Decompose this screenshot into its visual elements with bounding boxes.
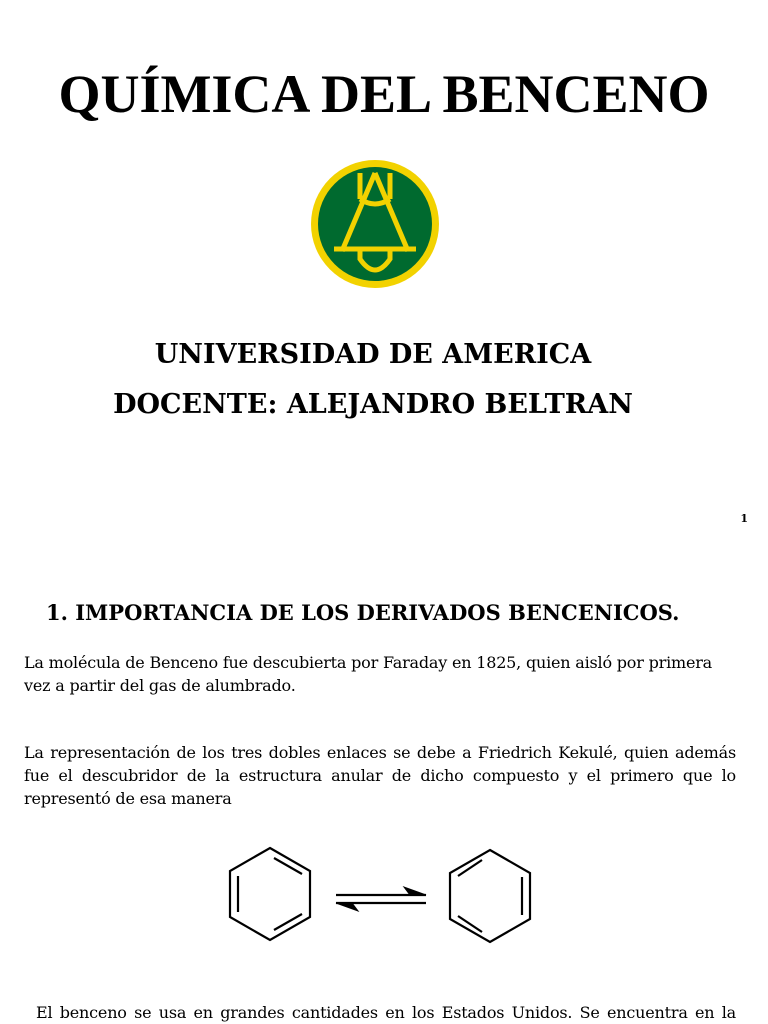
paragraph-usage: El benceno se usa en grandes cantidades en los Estados Unidos. Se encuentra en la [36,1003,736,1022]
document-title: QUÍMICA DEL BENCENO [58,64,710,124]
benzene-resonance-diagram [220,840,550,952]
paragraph-faraday: La molécula de Benceno fue descubierta por Faraday en 1825, quien aisló por primera vez a partir del gas de alumbrado. [24,653,713,695]
benzene-ring-right [450,850,530,942]
teacher-name: DOCENTE: ALEJANDRO BELTRAN [113,389,633,420]
university-name: UNIVERSIDAD DE AMERICA [154,339,592,370]
page-number: 1 [740,512,748,525]
equilibrium-arrows [336,887,426,911]
logo-inner-disc [318,167,432,281]
benzene-ring-left [230,848,310,940]
section-heading: 1. IMPORTANCIA DE LOS DERIVADOS BENCENICOS. [46,600,680,625]
paragraph-kekule: La representación de los tres dobles enlaces se debe a Friedrich Kekulé, quien además fue el descubridor de la estructura anular de dicho compuesto y el primero que lo representó de esa manera [24,743,736,808]
university-logo [310,159,440,289]
